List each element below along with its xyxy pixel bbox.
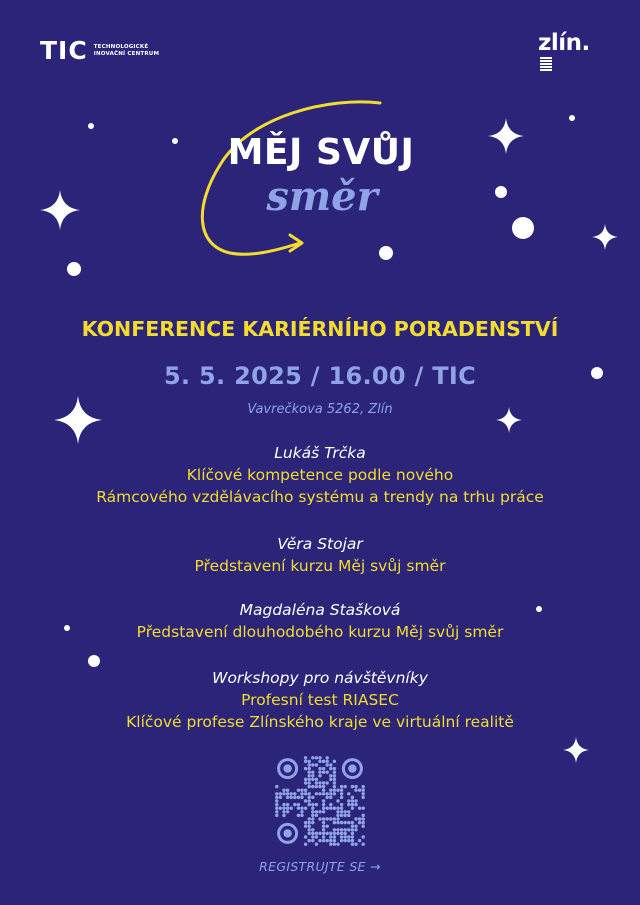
tic-logo-subtitle	[94, 44, 159, 58]
decorative-dot	[512, 217, 534, 239]
qr-code-icon[interactable]	[275, 756, 365, 846]
zlin-logo[interactable]	[538, 32, 598, 72]
program-topic: Rámcového vzdělávacího systému a trendy na trhu práce	[96, 488, 544, 506]
program-item-2	[0, 535, 640, 577]
program-speaker: Workshopy pro návštěvníky	[212, 669, 428, 687]
decorative-dot	[495, 186, 507, 198]
event-datetime: 5. 5. 2025 / 16.00 / TIC	[163, 362, 477, 390]
tic-logo-subtitle-line2: INOVAČNÍ CENTRUM	[93, 50, 160, 57]
sparkle-star-icon	[488, 118, 524, 154]
event-logo	[190, 95, 450, 295]
program-topic: Představení dlouhodobého kurzu Měj svůj směr	[136, 623, 504, 641]
program-topic: Klíčové kompetence podle nového	[186, 466, 454, 484]
conference-title: KONFERENCE KARIÉRNÍHO PORADENSTVÍ	[81, 317, 559, 341]
tic-logo-mark: TIC	[40, 36, 88, 65]
program-speaker: Lukáš Trčka	[274, 444, 366, 462]
tic-logo[interactable]	[40, 38, 159, 63]
decorative-dot	[67, 262, 81, 276]
decorative-dot	[88, 655, 100, 667]
tic-logo-subtitle-line1: TECHNOLOGICKÉ	[93, 43, 149, 50]
decorative-dot	[569, 115, 575, 121]
event-logo-line2: směr	[266, 173, 378, 220]
program-topic: Profesní test RIASEC	[241, 691, 399, 709]
program-speaker: Věra Stojar	[277, 535, 363, 553]
decorative-dot	[88, 123, 94, 129]
program-topic: Představení kurzu Měj svůj směr	[194, 557, 446, 575]
sparkle-star-icon	[40, 190, 80, 230]
sparkle-star-icon	[563, 737, 589, 763]
zlin-logo-bars	[540, 57, 552, 71]
event-address: Vavrečkova 5262, Zlín	[247, 402, 393, 417]
decorative-dot	[172, 138, 178, 144]
sparkle-star-icon	[592, 224, 618, 250]
program-item-1	[0, 444, 640, 508]
program-item-4	[0, 669, 640, 733]
event-logo-line1: MĚJ SVŮJ	[227, 132, 415, 173]
program-item-3	[0, 601, 640, 643]
register-link[interactable]: REGISTRUJTE SE →	[259, 859, 381, 874]
program-speaker: Magdaléna Stašková	[239, 601, 401, 619]
program-topic: Klíčové profese Zlínského kraje ve virtuální realitě	[126, 713, 514, 731]
zlin-logo-word: zlín.	[538, 30, 590, 56]
